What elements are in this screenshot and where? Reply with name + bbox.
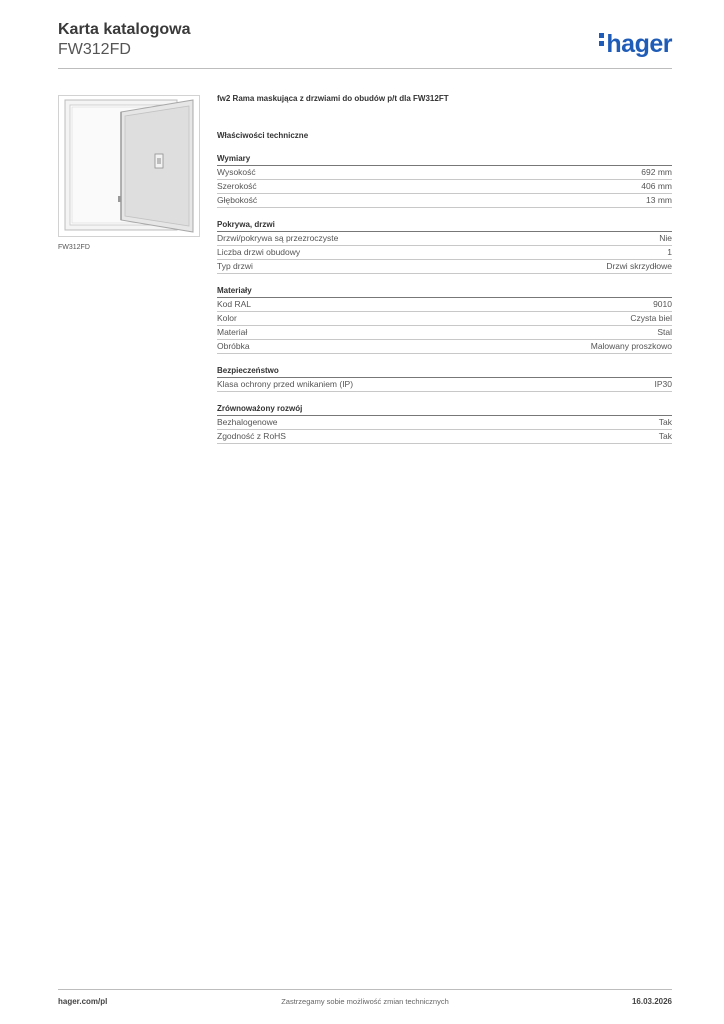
table-row <box>217 166 672 180</box>
table-row <box>217 340 672 354</box>
logo-colon-icon <box>599 31 605 49</box>
row-label: Obróbka <box>217 341 250 351</box>
footer-divider <box>58 989 672 990</box>
section-title: Zrównoważony rozwój <box>217 403 672 416</box>
product-details <box>217 92 672 444</box>
section-title: Bezpieczeństwo <box>217 365 672 378</box>
row-label: Drzwi/pokrywa są przezroczyste <box>217 233 339 243</box>
section-cover-door <box>217 219 672 274</box>
header-divider <box>58 68 672 69</box>
row-value: 1 <box>667 247 672 257</box>
table-row <box>217 416 672 430</box>
section-sustainability <box>217 403 672 444</box>
row-value: Malowany proszkowo <box>590 341 672 351</box>
table-row <box>217 180 672 194</box>
row-value: Czysta biel <box>630 313 672 323</box>
row-label: Materiał <box>217 327 248 337</box>
section-title: Pokrywa, drzwi <box>217 219 672 232</box>
row-label: Klasa ochrony przed wnikaniem (IP) <box>217 379 354 389</box>
product-image <box>58 95 200 237</box>
image-caption: FW312FD <box>58 244 90 251</box>
table-row <box>217 232 672 246</box>
section-materials <box>217 285 672 354</box>
table-row <box>217 260 672 274</box>
section-dimensions <box>217 153 672 208</box>
product-code: FW312FD <box>58 41 131 58</box>
tech-properties-heading: Właściwości techniczne <box>217 131 309 140</box>
table-row <box>217 298 672 312</box>
table-row <box>217 430 672 444</box>
table-row <box>217 312 672 326</box>
row-value: Drzwi skrzydłowe <box>606 261 672 271</box>
disclaimer: Zastrzegamy sobie możliwość zmian technicznych <box>281 997 449 1006</box>
row-value: Stal <box>657 327 672 337</box>
row-value: Nie <box>659 233 672 243</box>
row-value: 692 mm <box>641 167 672 177</box>
row-value: Tak <box>658 417 672 427</box>
row-label: Głębokość <box>217 195 258 205</box>
doc-title: Karta katalogowa <box>58 21 191 38</box>
row-label: Kolor <box>217 313 237 323</box>
page-header <box>58 20 672 60</box>
row-value: IP30 <box>654 379 672 389</box>
hager-logo <box>599 30 672 59</box>
table-row <box>217 378 672 392</box>
table-row <box>217 246 672 260</box>
row-label: Typ drzwi <box>217 261 253 271</box>
row-label: Bezhalogenowe <box>217 417 278 427</box>
row-value: 406 mm <box>641 181 672 191</box>
section-title: Materiały <box>217 285 672 298</box>
masking-frame-with-door-illustration-icon <box>59 96 199 236</box>
website-link[interactable]: hager.com/pl <box>58 997 108 1006</box>
row-label: Wysokość <box>217 167 256 177</box>
row-value: 9010 <box>653 299 672 309</box>
row-label: Zgodność z RoHS <box>217 431 286 441</box>
table-row <box>217 194 672 208</box>
section-title: Wymiary <box>217 153 672 166</box>
product-title: fw2 Rama maskująca z drzwiami do obudów p/t dla FW312FT <box>217 94 449 103</box>
row-value: Tak <box>658 431 672 441</box>
table-row <box>217 326 672 340</box>
logo-text: hager <box>606 30 672 58</box>
section-safety <box>217 365 672 392</box>
row-label: Kod RAL <box>217 299 252 309</box>
document-date: 16.03.2026 <box>631 997 672 1006</box>
row-value: 13 mm <box>646 195 672 205</box>
row-label: Liczba drzwi obudowy <box>217 247 301 257</box>
row-label: Szerokość <box>217 181 257 191</box>
